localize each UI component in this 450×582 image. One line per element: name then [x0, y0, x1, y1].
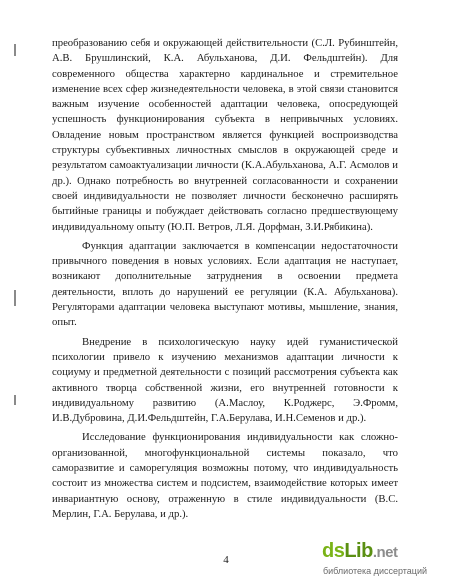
dslib-watermark[interactable] — [322, 538, 444, 578]
watermark-caption: библиотека диссертаций — [323, 566, 428, 576]
margin-mark-bottom — [14, 395, 16, 405]
dslib-logo: dsLib.net — [322, 540, 398, 562]
paragraph-2: Функция адаптации заключается в компенсации недостаточности привычного поведения в новых условиях. Если адаптация не наступает, возникают дополнительные затруднения в освоении предмета деятельности, вплоть до нарушений ее регуляции (К.А. Абульханова). Регуляторами адаптации человека выступают мотивы, мышление, знания, опыт. — [52, 239, 398, 329]
paragraph-1: преобразованию себя и окружающей действительности (С.Л. Рубинштейн, А.В. Брушлинский, К.А. Абульханова, Д.И. Фельдштейн). Для современного общества характерно кардинальное и стремительное изменение всех сфер жизнедеятельности человека, в этой связи становится важным изучение особенностей адаптации человека, опосредующей успешность функционирования субъекта в непривычных условиях. Овладение новым пространством является функцией воспроизводства структуры субъективных личностных смыслов в окружающей среде и результатом самоактуализации личности (К.А.Абульханова, А.Г. Асмолов и др.). Однако потребность во внутренней согласованности и сохранении своей индивидуальности не позволяет личности бесконечно расширять бытийные границы и побуждает действовать согласно предшествующему индивидуальному опыту (Ю.П. Ветров, Л.Я. Дорфман, З.И.Рябикина). — [52, 37, 398, 233]
page-number: 4 — [223, 554, 229, 566]
document-body — [52, 36, 398, 522]
paragraph-3: Внедрение в психологическую науку идей гуманистической психологии привело к изучению механизмов адаптации личности к социуму и предметной деятельности с позиций рассмотрения субъекта как активного творца собственной жизни, его внутренней готовности к индивидуальному развитию (А.Маслоу, К.Роджерс, Э.Фромм, И.В.Дубровина, Д.И.Фельдштейн, Г.А.Берулава, И.Н.Семенов и др.). — [52, 335, 398, 425]
margin-mark-top — [14, 44, 16, 56]
margin-mark-middle — [14, 290, 16, 306]
paragraph-4: Исследование функционирования индивидуальности как сложно-организованной, многофункциональной системы показало, что саморазвитие и саморегуляция возможны потому, что индивидуальность состоит из множества систем и подсистем, взаимодействие которых имеет инвариантную основу, отраженную в стиле индивидуальности (В.С. Мерлин, Г.А. Берулава, и др.). — [52, 431, 398, 520]
